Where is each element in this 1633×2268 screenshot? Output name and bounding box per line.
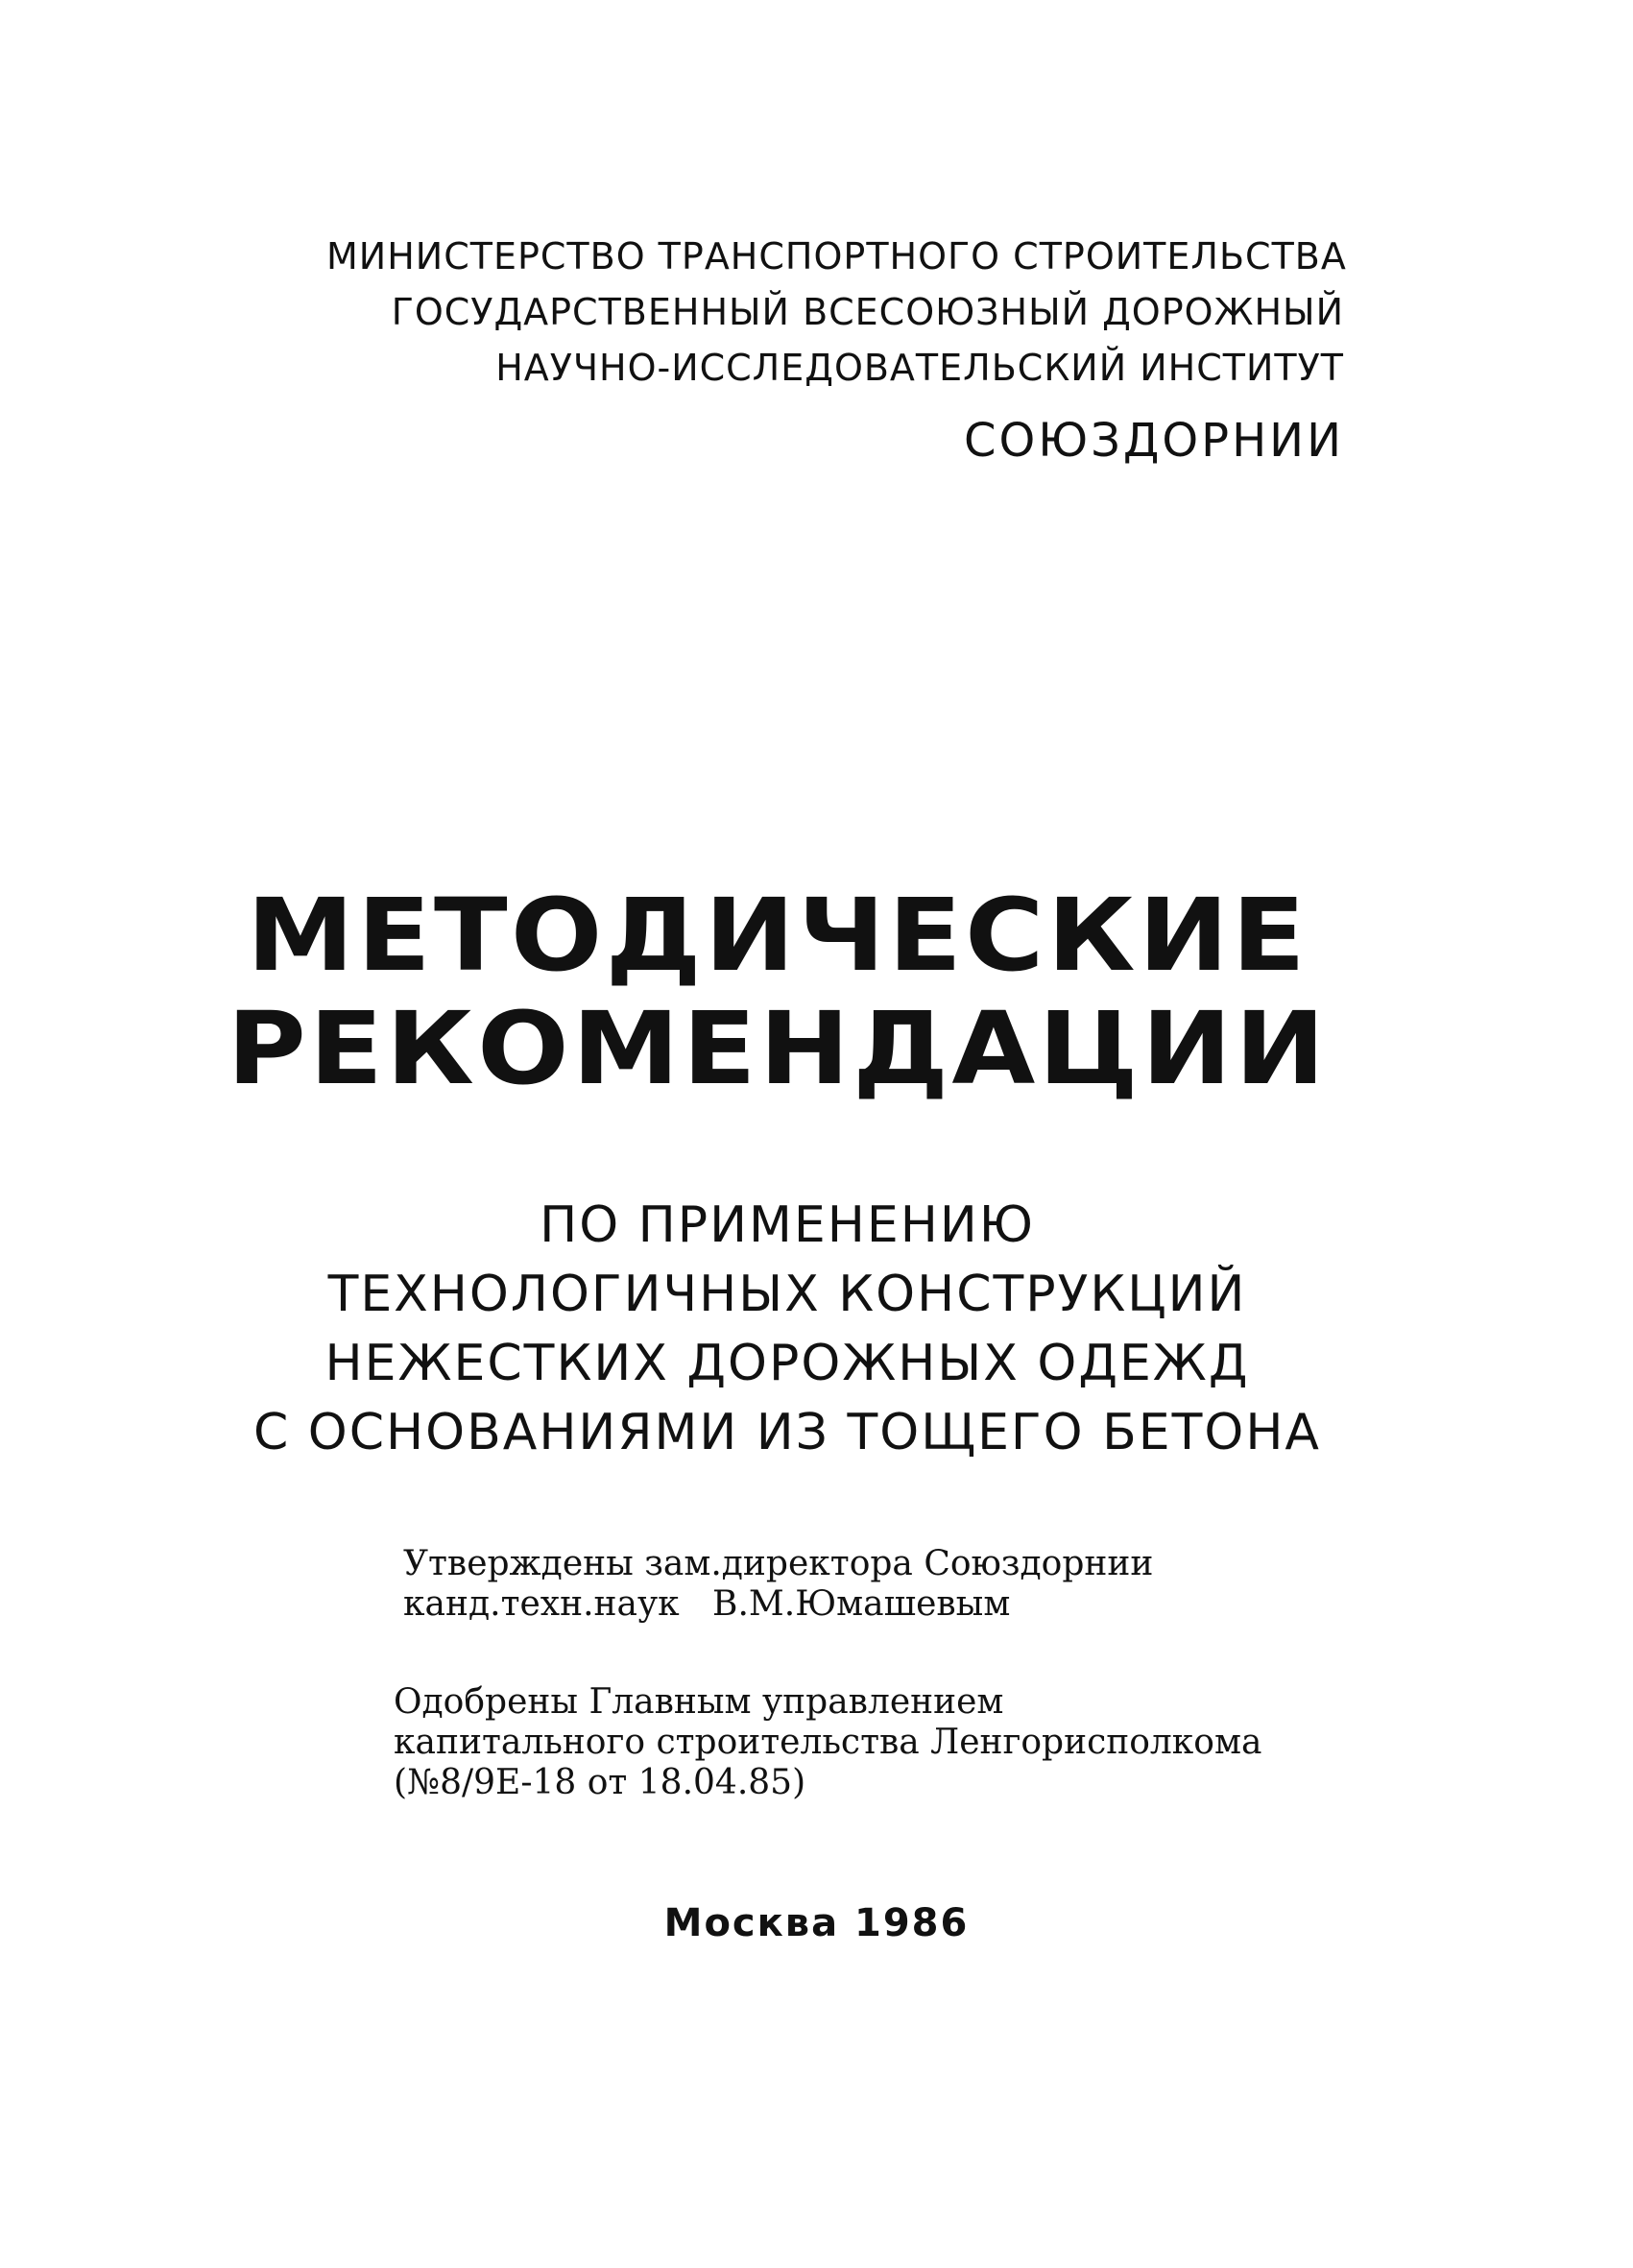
subtitle-line-3: НЕЖЕСТКИХ ДОРОЖНЫХ ОДЕЖД xyxy=(324,1335,1250,1392)
ministry-header xyxy=(326,229,1347,472)
title-line-1: МЕТОДИЧЕСКИЕ xyxy=(247,877,1309,994)
subtitle-line-2: ТЕХНОЛОГИЧНЫХ КОНСТРУКЦИЙ xyxy=(327,1266,1247,1323)
document-subtitle xyxy=(230,1191,1344,1467)
organization-name: СОЮЗДОРНИИ xyxy=(963,414,1344,468)
header-line-state: ГОСУДАРСТВЕННЫЙ ВСЕСОЮЗНЫЙ ДОРОЖНЫЙ xyxy=(391,291,1344,333)
endorsement-line-2: капитального строительства Ленгорисполкома xyxy=(394,1723,1262,1762)
subtitle-line-4: С ОСНОВАНИЯМИ ИЗ ТОЩЕГО БЕТОНА xyxy=(252,1404,1322,1461)
document-title xyxy=(207,879,1348,1105)
title-line-2: РЕКОМЕНДАЦИИ xyxy=(227,990,1329,1107)
approval-line-2: канд.техн.наук В.М.Юмашевым xyxy=(403,1584,1011,1624)
approval-line-1: Утверждены зам.директора Союздорнии xyxy=(403,1544,1154,1583)
approval-note xyxy=(403,1544,1153,1625)
header-line-ministry: МИНИСТЕРСТВО ТРАНСПОРТНОГО СТРОИТЕЛЬСТВА xyxy=(326,235,1347,277)
endorsement-note xyxy=(394,1682,1261,1803)
endorsement-line-3: (№8/9Е-18 от 18.04.85) xyxy=(394,1763,806,1802)
endorsement-line-1: Одобрены Главным управлением xyxy=(394,1682,1004,1722)
publication-imprint: Москва 1986 xyxy=(663,1901,970,1945)
subtitle-line-1: ПО ПРИМЕНЕНИЮ xyxy=(540,1196,1035,1254)
header-line-institute: НАУЧНО-ИССЛЕДОВАТЕЛЬСКИЙ ИНСТИТУТ xyxy=(495,347,1344,389)
